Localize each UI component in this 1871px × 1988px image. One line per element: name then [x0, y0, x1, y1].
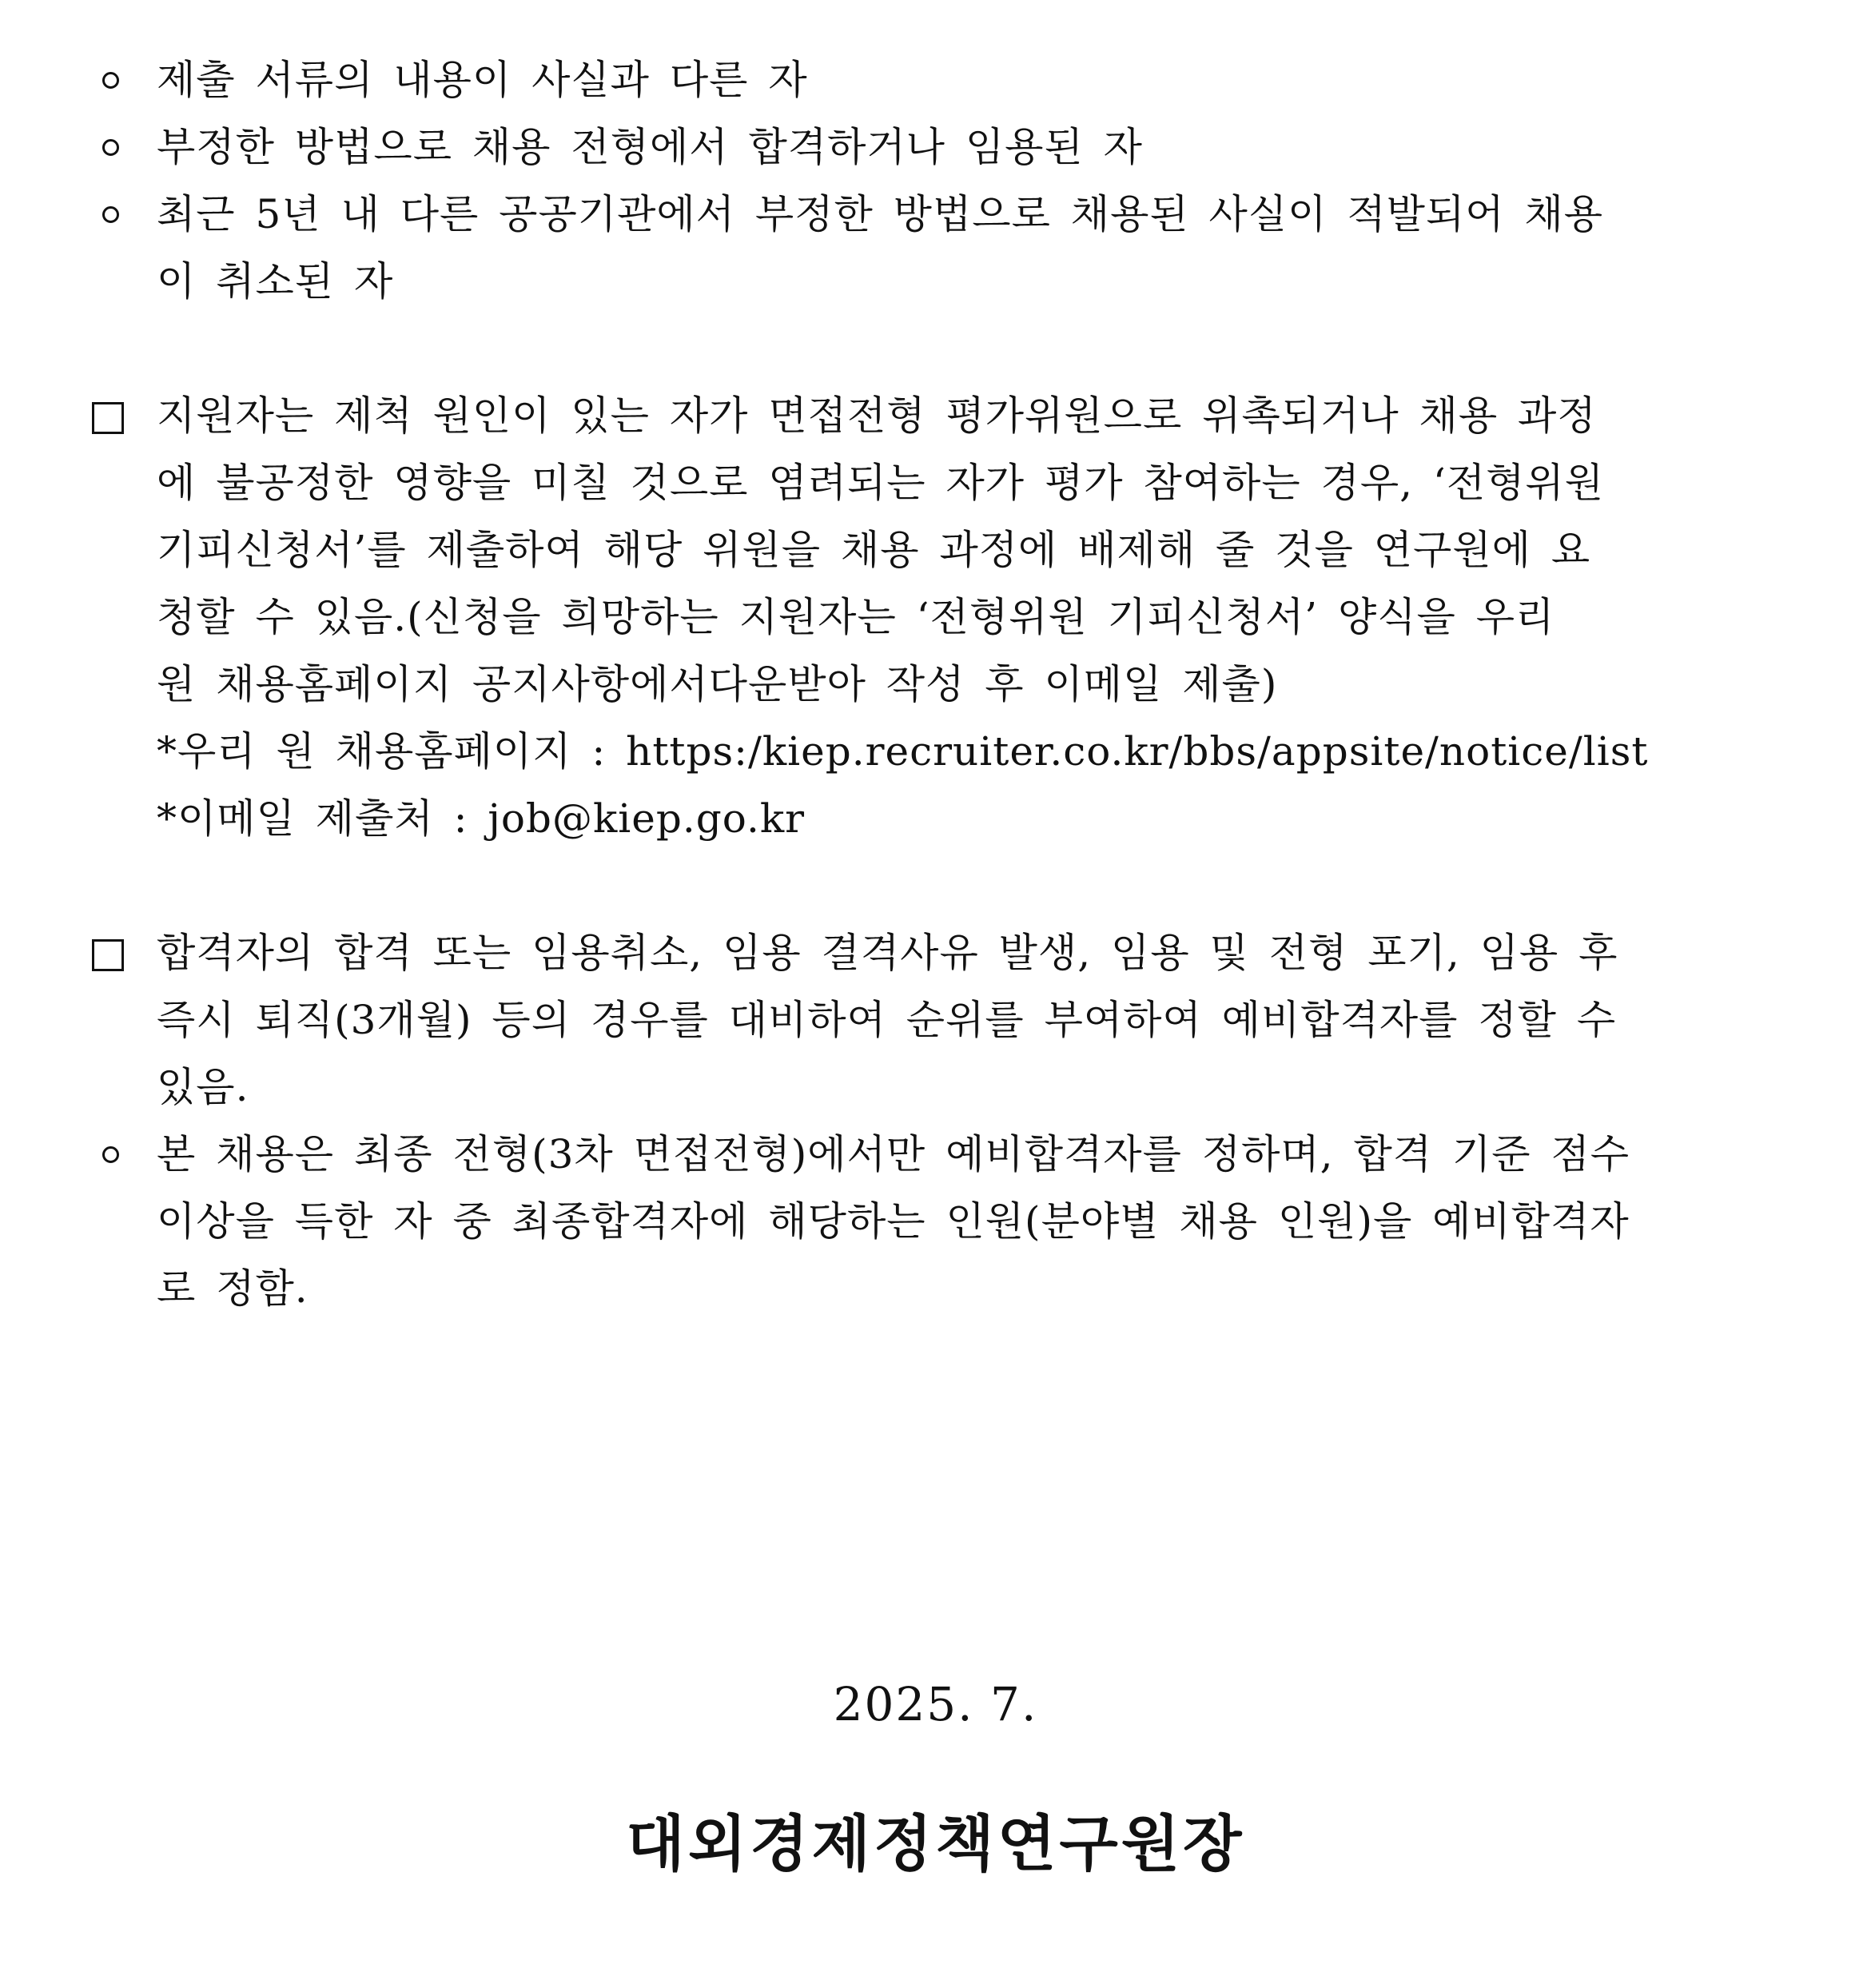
text-line: 이상을 득한 자 중 최종합격자에 해당하는 인원(분야별 채용 인원)을 예비합격자 [157, 1198, 1630, 1245]
list-item-text [157, 181, 1774, 315]
list-item-text [157, 114, 1774, 181]
homepage-url[interactable]: *우리 원 채용홈페이지 : https:/kiep.recruiter.co.kr/bbs/appsite/notice/list [157, 728, 1649, 775]
text-line: 최근 5년 내 다른 공공기관에서 부정한 방법으로 채용된 사실이 적발되어 채용 [157, 191, 1604, 237]
circle-bullet [88, 114, 157, 181]
notice-paragraph [88, 382, 1774, 852]
text-line: 로 정함. [157, 1265, 309, 1312]
text-line: 합격자의 합격 또는 임용취소, 임용 결격사유 발생, 임용 및 전형 포기, 임용 후 [157, 930, 1618, 976]
text-line: 본 채용은 최종 전형(3차 면접전형)에서만 예비합격자를 정하며, 합격 기준 점수 [157, 1131, 1630, 1177]
text-line: 제출 서류의 내용이 사실과 다른 자 [157, 57, 808, 103]
notice-paragraph [88, 919, 1774, 1121]
list-item [88, 1121, 1774, 1322]
list-item [88, 46, 1774, 114]
text-line: 에 불공정한 영향을 미칠 것으로 염려되는 자가 평가 참여하는 경우, ‘전형위원 [157, 460, 1605, 506]
circle-bullet [88, 1121, 157, 1188]
list-item [88, 114, 1774, 181]
text-line: 이 취소된 자 [157, 258, 394, 305]
circle-bullet [88, 181, 157, 248]
text-line: 지원자는 제척 원인이 있는 자가 면접전형 평가위원으로 위촉되거나 채용 과정 [157, 392, 1597, 439]
list-item-text [157, 46, 1774, 114]
text-line: 즉시 퇴직(3개월) 등의 경우를 대비하여 순위를 부여하여 예비합격자를 정할 수 [157, 997, 1617, 1043]
text-line: 있음. [157, 1064, 249, 1110]
list-item [88, 181, 1774, 315]
document-date: 2025. 7. [833, 1677, 1038, 1731]
organization-signature: 대외경제정책연구원장 [626, 1808, 1245, 1879]
square-bullet [88, 919, 157, 986]
circle-bullet [88, 46, 157, 114]
paragraph-text [157, 919, 1774, 1121]
email-address[interactable]: *이메일 제출처 : job@kiep.go.kr [157, 795, 806, 842]
square-bullet [88, 382, 157, 449]
list-item-text [157, 1121, 1774, 1322]
text-line: 원 채용홈페이지 공지사항에서다운받아 작성 후 이메일 제출) [157, 661, 1278, 707]
paragraph-text [157, 382, 1774, 852]
text-line: 부정한 방법으로 채용 전형에서 합격하거나 임용된 자 [157, 124, 1143, 170]
text-line: 기피신청서’를 제출하여 해당 위원을 채용 과정에 배제해 줄 것을 연구원에 요 [157, 527, 1591, 573]
text-line: 청할 수 있음.(신청을 희망하는 지원자는 ‘전형위원 기피신청서’ 양식을 우리 [157, 594, 1555, 640]
